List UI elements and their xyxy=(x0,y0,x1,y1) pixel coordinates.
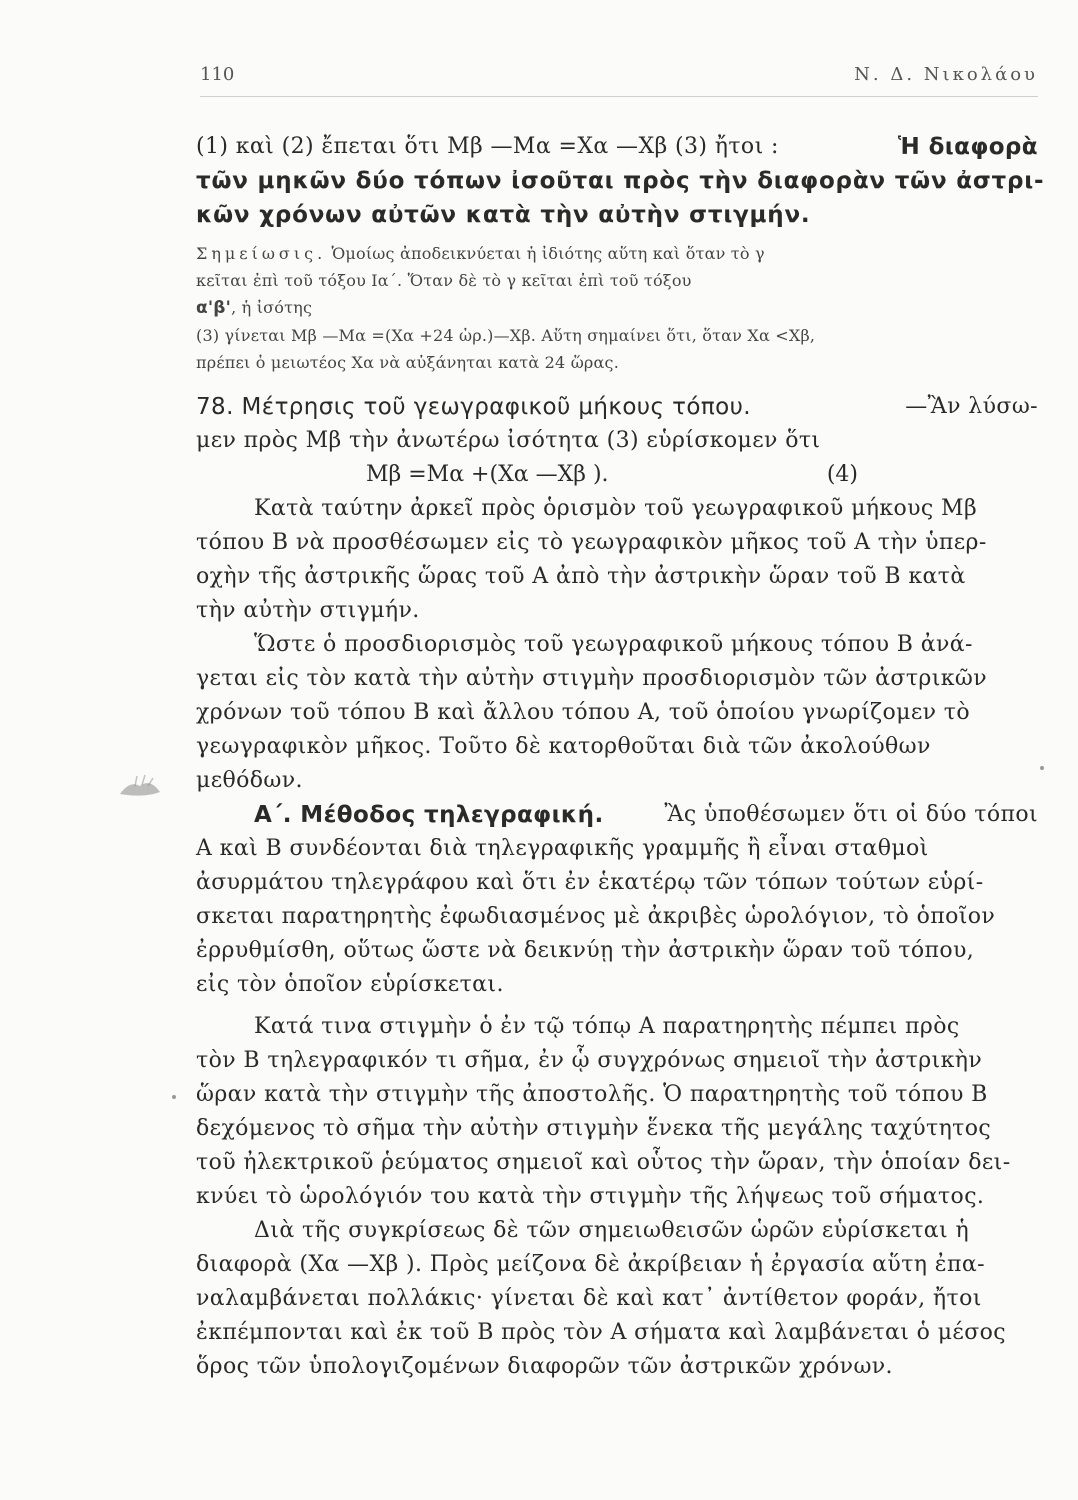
text-line: κεῖται ἐπὶ τοῦ τόξου Ια΄. Ὅταν δὲ τὸ γ κεῖται ἐπὶ τοῦ τόξου xyxy=(196,271,692,290)
text-line: (3) γίνεται Μβ —Μα =(Χα +24 ὡρ.)—Χβ. Αὕτη σημαίνει ὅτι, ὅταν Χα <Χβ, xyxy=(196,326,816,345)
text-line: Α καὶ Β συνδέονται διὰ τηλεγραφικῆς γραμμῆς ἢ εἶναι σταθμοὶ xyxy=(196,836,929,861)
text-line: ὅρος τῶν ὑπολογιζομένων διαφορῶν τῶν ἀστρικῶν χρόνων. xyxy=(196,1354,893,1379)
text-line: γεται εἰς τὸν κατὰ τὴν αὐτὴν στιγμὴν προσδιορισμὸν τῶν ἀστρικῶν xyxy=(196,666,988,691)
margin-smudge xyxy=(115,772,165,802)
text-line: κνύει τὸ ὡρολόγιόν του κατὰ τὴν στιγμὴν τῆς λήψεως τοῦ σήματος. xyxy=(196,1184,985,1209)
text-line: χρόνων τοῦ τόπου Β καὶ ἄλλου τόπου Α, τοῦ ὁποίου γνωρίζομεν τὸ xyxy=(196,700,971,725)
margin-speck xyxy=(172,1095,176,1099)
text-line: δεχόμενος τὸ σῆμα τὴν αὐτὴν στιγμὴν ἕνεκα τῆς μεγάλης ταχύτητος xyxy=(196,1116,992,1141)
text-line: Σημείωσις. Ὁμοίως ἀποδεικνύεται ἡ ἰδιότης αὕτη καὶ ὅταν τὸ γ xyxy=(196,244,765,263)
page-number: 110 xyxy=(200,64,235,85)
text-line: κῶν χρόνων αὐτῶν κατὰ τὴν αὐτὴν στιγμήν. xyxy=(196,202,811,228)
text-line: Διὰ τῆς συγκρίσεως δὲ τῶν σημειωθεισῶν ὡρῶν εὑρίσκεται ἡ xyxy=(254,1218,970,1243)
text-line: Ὥστε ὁ προσδιορισμὸς τοῦ γεωγραφικοῦ μήκους τόπου Β ἀνά- xyxy=(254,632,973,657)
note-block xyxy=(196,240,1038,376)
note-label: Σημείωσις. xyxy=(196,244,327,263)
section-heading-line: Α΄. Μέθοδος τηλεγραφική. Ἂς ὑποθέσωμεν ὅτι οἱ δύο τόποι xyxy=(196,798,1038,832)
text-line: ναλαμβάνεται πολλάκις· γίνεται δὲ καὶ κατ᾽ ἀντίθετον φοράν, ἤτοι xyxy=(196,1286,982,1311)
text-line: ὥραν κατὰ τὴν στιγμὴν τῆς ἀποστολῆς. Ὁ παρατηρητὴς τοῦ τόπου Β xyxy=(196,1082,988,1107)
text-line: ἀσυρμάτου τηλεγράφου καὶ ὅτι ἐν ἑκατέρῳ τῶν τόπων τούτων εὑρί- xyxy=(196,870,984,895)
text-line: εἰς τὸν ὁποῖον εὑρίσκεται. xyxy=(196,972,504,997)
text-line: διαφορὰ (Χα —Χβ ). Πρὸς μείζονα δὲ ἀκρίβειαν ἡ ἐργασία αὕτη ἐπα- xyxy=(196,1252,985,1277)
text-line: σκεται παρατηρητὴς ἐφωδιασμένος μὲ ἀκριβὲς ὡρολόγιον, τὸ ὁποῖον xyxy=(196,904,996,929)
page-header xyxy=(200,64,1038,97)
text-line: α'β', ἡ ἰσότης xyxy=(196,298,313,318)
text-line: Κατά τινα στιγμὴν ὁ ἐν τῷ τόπῳ Α παρατηρητὴς πέμπει πρὸς xyxy=(254,1014,960,1039)
text-line: τῶν μηκῶν δύο τόπων ἰσοῦται πρὸς τὴν διαφορὰν τῶν ἀστρι- xyxy=(196,168,1045,194)
text-line: τὴν αὐτὴν στιγμήν. xyxy=(196,598,420,623)
equation-body: Μβ =Μα +(Χα —Χβ ). xyxy=(366,462,609,487)
section-heading-line: 78. Μέτρησις τοῦ γεωγραφικοῦ μήκους τόπου. —Ἂν λύσω- xyxy=(196,390,1038,424)
text-line: πρέπει ὁ μειωτέος Χα νὰ αὐξάνηται κατὰ 24 ὥρας. xyxy=(196,353,619,372)
equation-number: (4) xyxy=(826,462,858,487)
margin-speck xyxy=(1040,766,1044,770)
text-line: ἐκπέμπονται καὶ ἐκ τοῦ Β πρὸς τὸν Α σήματα καὶ λαμβάνεται ὁ μέσος xyxy=(196,1320,1006,1345)
smudge-icon xyxy=(115,772,165,802)
text-line: ἐρρυθμίσθη, οὕτως ὥστε νὰ δεικνύῃ τὴν ἀστρικὴν ὥραν τοῦ τόπου, xyxy=(196,938,975,963)
section-heading: Α΄. Μέθοδος τηλεγραφική. xyxy=(254,802,604,828)
text-line: τόπου Β νὰ προσθέσωμεν εἰς τὸ γεωγραφικὸν μῆκος τοῦ Α τὴν ὑπερ- xyxy=(196,530,987,555)
text-line: μεν πρὸς Μβ τὴν ἀνωτέρω ἰσότητα (3) εὑρίσκομεν ὅτι xyxy=(196,428,821,453)
text-line: γεωγραφικὸν μῆκος. Τοῦτο δὲ κατορθοῦται διὰ τῶν ἀκολούθων xyxy=(196,734,931,759)
equation xyxy=(196,458,1038,492)
text-line: τοῦ ἠλεκτρικοῦ ῥεύματος σημειοῖ καὶ οὗτος τὴν ὥραν, τὴν ὁποίαν δει- xyxy=(196,1150,1011,1175)
text-line: τὸν Β τηλεγραφικόν τι σῆμα, ἐν ᾧ συγχρόνως σημειοῖ τὴν ἀστρικὴν xyxy=(196,1048,983,1073)
text-line: μεθόδων. xyxy=(196,768,303,793)
text-line: (1) καὶ (2) ἔπεται ὅτι Μβ —Μα =Χα —Χβ (3) ἤτοι : Ἡ διαφορὰ xyxy=(196,134,1038,160)
running-head-author: Ν. Δ. Νικολάου xyxy=(854,64,1038,85)
page-body xyxy=(196,130,1045,1384)
text-line: οχὴν τῆς ἀστρικῆς ὥρας τοῦ Α ἀπὸ τὴν ἀστρικὴν ὥραν τοῦ Β κατὰ xyxy=(196,564,966,589)
section-heading: 78. Μέτρησις τοῦ γεωγραφικοῦ μήκους τόπου. xyxy=(196,394,751,420)
text-line: Κατὰ ταύτην ἀρκεῖ πρὸς ὁρισμὸν τοῦ γεωγραφικοῦ μήκους Μβ xyxy=(254,496,978,521)
